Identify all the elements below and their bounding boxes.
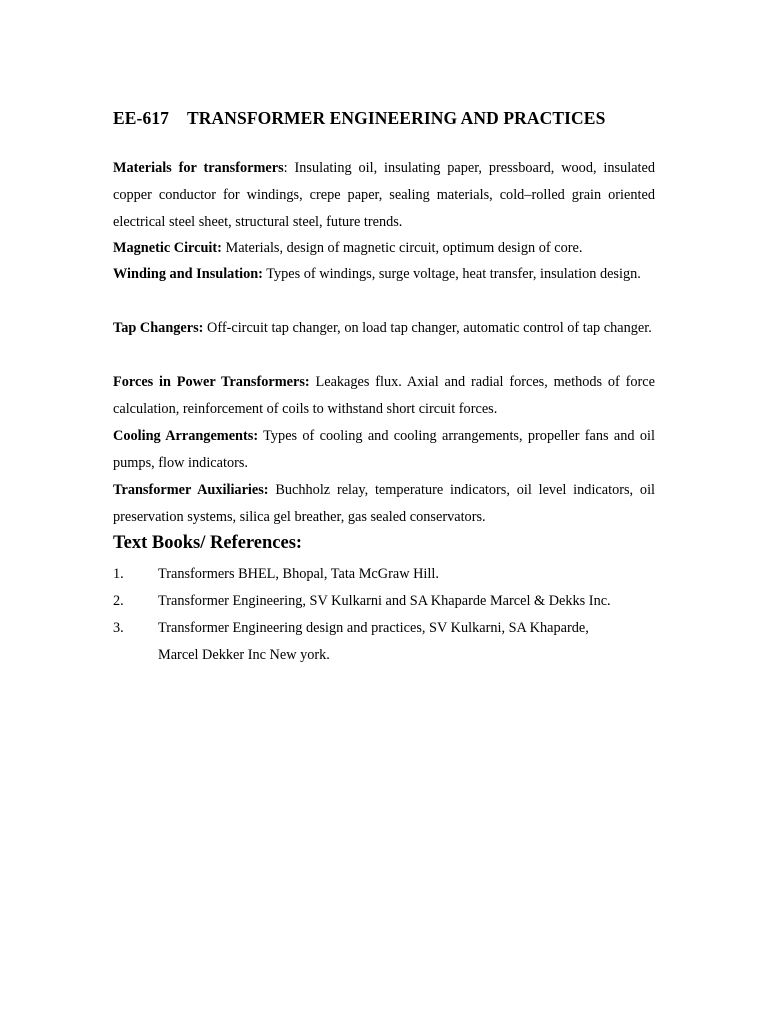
reference-text: Transformers BHEL, Bhopal, Tata McGraw Hill. — [158, 566, 439, 582]
course-code: EE-617 — [113, 108, 170, 128]
reference-number: 3. — [113, 620, 124, 636]
section-magnetic-circuit — [113, 235, 655, 262]
reference-number: 1. — [113, 566, 124, 582]
section-tap-changers — [113, 315, 655, 342]
section-text: Buchholz relay, temperature indicators, oil level indicators, oil preservation systems, silica gel breather, gas sealed conservators. — [113, 482, 656, 525]
section-text: Types of cooling and cooling arrangements, propeller fans and oil pumps, flow indicators. — [113, 428, 655, 471]
reference-item — [113, 615, 658, 669]
section-heading: Cooling Arrangements: — [113, 428, 259, 444]
section-text: Materials, design of magnetic circuit, optimum design of core. — [225, 240, 583, 256]
section-auxiliaries — [113, 477, 655, 531]
section-forces — [113, 369, 655, 423]
reference-text: Transformer Engineering, SV Kulkarni and SA Khaparde Marcel & Dekks Inc. — [158, 593, 611, 609]
section-heading: Magnetic Circuit: — [113, 240, 222, 256]
section-heading: Winding and Insulation: — [113, 266, 263, 282]
reference-item — [113, 588, 658, 615]
section-heading: Transformer Auxiliaries: — [113, 482, 269, 498]
reference-text: Transformer Engineering design and practices, SV Kulkarni, SA Khaparde, — [158, 620, 589, 636]
section-materials — [113, 155, 655, 235]
section-text: Leakages flux. Axial and radial forces, methods of force calculation, reinforcement of coils to withstand short circuit forces. — [113, 374, 655, 417]
references-heading: Text Books/ References: — [113, 533, 303, 553]
section-separator: : — [283, 160, 295, 176]
reference-number: 2. — [113, 593, 124, 609]
course-name: TRANSFORMER ENGINEERING AND PRACTICES — [187, 108, 606, 128]
section-text: Off-circuit tap changer, on load tap changer, automatic control of tap changer. — [207, 320, 652, 336]
section-text: Insulating oil, insulating paper, pressboard, wood, insulated copper conductor for windings, crepe paper, sealing materials, cold–rolled grain oriented electrical steel sheet, structural steel, future trends. — [113, 160, 656, 230]
section-heading: Materials for transformers — [113, 160, 284, 176]
section-text: Types of windings, surge voltage, heat transfer, insulation design. — [266, 266, 641, 282]
reference-item — [113, 561, 658, 588]
section-heading: Tap Changers: — [113, 320, 204, 336]
section-heading: Forces in Power Transformers: — [113, 374, 310, 390]
section-cooling — [113, 423, 655, 477]
reference-text-continued: Marcel Dekker Inc New york. — [158, 646, 330, 663]
section-winding-insulation — [113, 261, 655, 288]
course-title — [113, 108, 673, 129]
